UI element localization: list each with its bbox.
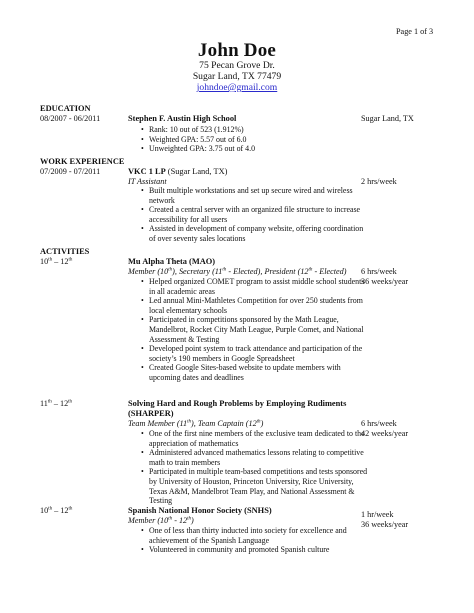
list-item: • Assisted in development of company website, offering coordination of over seventy sales locations [149, 224, 371, 243]
list-item: • Participated in multiple team-based competitions and tests sponsored by University of Houston, Princeton University, Rice University, Texas A&M, Mandelbrot Team Play, and National Assessment & Testing [149, 467, 371, 505]
list-item: • Helped organized COMET program to assist middle school students in all academic areas [149, 277, 371, 296]
activity-role: Member (10th), Secretary (11th - Elected), President (12th - Elected) [128, 267, 347, 276]
work-employer-name: VKC 1 LP [128, 167, 166, 176]
page-number: Page 1 of 3 [396, 27, 434, 36]
education-location: Sugar Land, TX [361, 114, 414, 123]
list-item: • Administered advanced mathematics lessons relating to competitive math to train members [149, 448, 371, 467]
education-dates: 08/2007 - 06/2011 [40, 114, 101, 123]
work-bullets [137, 186, 371, 244]
activity-bullets [137, 277, 371, 383]
activity-hours: 1 hr/week 36 weeks/year [361, 510, 409, 529]
activity-role: Team Member (11th), Team Captain (12th) [128, 419, 264, 428]
activity-grades: 10th – 12th [40, 257, 73, 266]
list-item: • Volunteered in community and promoted Spanish culture [149, 545, 371, 555]
list-item: • Weighted GPA: 5.57 out of 6.0 [149, 135, 364, 145]
education-school: Stephen F. Austin High School [128, 114, 237, 123]
list-item: • Unweighted GPA: 3.75 out of 4.0 [149, 144, 364, 154]
list-item: • Built multiple workstations and set up secure wired and wireless network [149, 186, 371, 205]
list-item: • One of the first nine members of the exclusive team dedicated to the appreciation of mathematics [149, 429, 371, 448]
address-street: 75 Pecan Grove Dr. [199, 60, 275, 71]
activities-heading: ACTIVITIES [40, 247, 90, 256]
education-bullets [137, 125, 364, 154]
work-heading: WORK EXPERIENCE [40, 157, 125, 166]
activity-grades: 11th – 12th [40, 399, 73, 408]
activity-hours: 6 hrs/week 36 weeks/year [361, 267, 409, 286]
work-role: IT Assistant [128, 177, 167, 186]
activity-bullets [137, 526, 371, 555]
list-item: • Participated in competitions sponsored by the Math League, Mandelbrot, Rocket City Math League, Purple Comet, and National Assessment & Testing [149, 315, 371, 344]
email-line [0, 82, 474, 93]
activity-title: Solving Hard and Rough Problems by Employing Rudiments [128, 399, 347, 408]
list-item: • Rank: 10 out of 523 (1.912%) [149, 125, 364, 135]
work-hours: 2 hrs/week [361, 177, 397, 186]
list-item: • Led annual Mini-Mathletes Competition for over 250 students from local elementary schools [149, 296, 371, 315]
activity-bullets [137, 429, 371, 506]
list-item: • Created a central server with an organized file structure to increase accessibility for all users [149, 205, 371, 224]
work-employer-location: (Sugar Land, TX) [165, 167, 228, 176]
list-item: • Developed point system to track attendance and participation of the society’s 190 members in Google Spreadsheet [149, 344, 371, 363]
resume-name: John Doe [197, 40, 277, 61]
address-city: Sugar Land, TX 77479 [192, 71, 282, 82]
work-dates: 07/2009 - 07/2011 [40, 167, 101, 176]
activity-title-cont: (SHARPER) [128, 409, 174, 418]
activity-title: Spanish National Honor Society (SNHS) [128, 506, 272, 515]
education-heading: EDUCATION [40, 104, 91, 113]
work-employer [128, 167, 227, 176]
activity-role: Member (10th - 12th) [128, 516, 194, 525]
activity-grades: 10th – 12th [40, 506, 73, 515]
activity-hours: 6 hrs/week 42 weeks/year [361, 419, 409, 438]
list-item: • One of less than thirty inducted into society for excellence and achievement of the Spanish Language [149, 526, 371, 545]
list-item: • Created Google Sites-based website to update members with upcoming dates and deadlines [149, 363, 371, 382]
email-link[interactable]: johndoe@gmail.com [196, 82, 278, 93]
activity-title: Mu Alpha Theta (MAO) [128, 257, 216, 266]
